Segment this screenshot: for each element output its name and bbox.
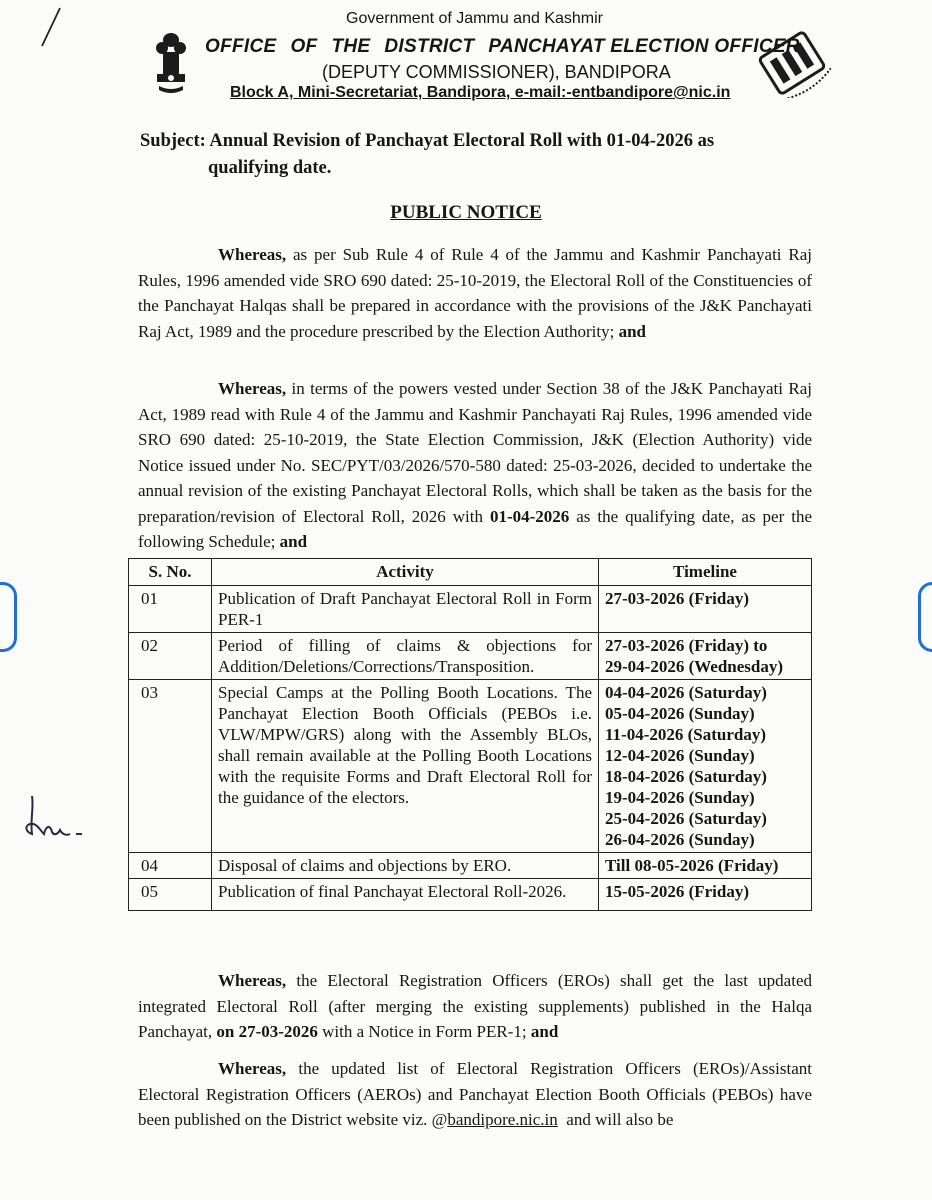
row-sno: 03 bbox=[129, 680, 212, 853]
row-sno: 05 bbox=[129, 879, 212, 911]
district-website-link[interactable]: bandipore.nic.in bbox=[447, 1110, 558, 1129]
paragraph-tail: and bbox=[614, 321, 647, 341]
paragraph-body-2: as the qualifying date, as per the following Schedule; bbox=[138, 506, 812, 551]
office-word: THE bbox=[331, 36, 371, 57]
office-word: DISTRICT bbox=[384, 36, 475, 57]
timeline-entry: 29-04-2026 (Wednesday) bbox=[605, 657, 784, 676]
paragraph-2 bbox=[138, 376, 812, 555]
timeline-entry: 25-04-2026 (Saturday) bbox=[605, 809, 767, 828]
timeline-entry: 04-04-2026 (Saturday) bbox=[605, 683, 767, 702]
row-activity: Period of filling of claims & objections for Addition/Deletions/Corrections/Transposition. bbox=[212, 633, 599, 680]
paragraph-lead: Whereas, bbox=[218, 1059, 287, 1078]
paragraph-lead: Whereas, bbox=[218, 971, 287, 990]
row-timeline bbox=[599, 879, 812, 911]
paragraph-body: the updated list of Electoral Registration Officers (EROs)/Assistant Electoral Registration Officers (AEROs) and Panchayat Election Booth Officials (PEBOs) have been published on the District website viz. @ bbox=[138, 1059, 812, 1129]
row-activity: Publication of Draft Panchayat Electoral Roll in Form PER-1 bbox=[212, 586, 599, 633]
office-word: OF bbox=[290, 36, 318, 57]
paragraph-1 bbox=[138, 242, 812, 344]
timeline-entry: 27-03-2026 (Friday) to bbox=[605, 636, 768, 655]
row-timeline bbox=[599, 853, 812, 879]
table-row bbox=[129, 680, 812, 853]
paragraph-body-2: with a Notice in Form PER-1; bbox=[317, 1022, 527, 1041]
timeline-entry: 12-04-2026 (Sunday) bbox=[605, 746, 755, 765]
schedule-table bbox=[128, 558, 812, 911]
office-title bbox=[205, 36, 800, 58]
row-sno: 02 bbox=[129, 633, 212, 680]
paragraph-body: in terms of the powers vested under Section 38 of the J&K Panchayati Raj Act, 1989 read with Rule 4 of the Jammu and Kashmir Panchayati Raj Rules, 1996 amended vide SRO 690 dated: 25-10-2019, the State Election Commission, J&K (Election Authority) vide Notice issued under No. SEC/PYT/03/2026/570-580 dated: 25-03-2026, decided to undertake the annual revision of the existing Panchayat Electoral Rolls, which shall be taken as the basis for the preparation/revision of Electoral Roll, 2026 with bbox=[138, 379, 812, 526]
row-timeline bbox=[599, 633, 812, 680]
header-timeline: Timeline bbox=[599, 559, 812, 586]
row-activity: Special Camps at the Polling Booth Locations. The Panchayat Election Booth Officials (PEBOs i.e. VLW/MPW/GRS) along with the Assembly BLOs, shall remain available at the Polling Booth Locations with the requisite Forms and Draft Electoral Roll for the guidance of the electors. bbox=[212, 680, 599, 853]
subject-line-2: qualifying date. bbox=[208, 158, 332, 178]
paragraph-body-2: and will also be bbox=[557, 1110, 674, 1129]
row-timeline bbox=[599, 586, 812, 633]
subject-line-1: Annual Revision of Panchayat Electoral Roll with 01-04-2026 as bbox=[209, 131, 715, 151]
government-line: Government of Jammu and Kashmir bbox=[346, 10, 603, 27]
timeline-entry: 11-04-2026 (Saturday) bbox=[605, 725, 767, 744]
timeline-entry: 26-04-2026 (Sunday) bbox=[605, 830, 755, 849]
header-sno: S. No. bbox=[129, 559, 212, 586]
paragraph-body: as per Sub Rule 4 of Rule 4 of the Jammu and Kashmir Panchayati Raj Rules, 1996 amended vide SRO 690 dated: 25-10-2019, the Electoral Roll of the Constituencies of the Panchayat Halqas shall be prepared in accordance with the provisions of the J&K Panchayati Raj Act, 1989 and the procedure prescribed by the Election Authority; bbox=[138, 245, 812, 341]
pen-slash-mark bbox=[38, 6, 64, 48]
qualifying-date: 01-04-2026 bbox=[489, 506, 570, 526]
timeline-entry: 15-05-2026 (Friday) bbox=[605, 882, 750, 901]
table-row bbox=[129, 586, 812, 633]
header-activity: Activity bbox=[212, 559, 599, 586]
timeline-entry: Till 08-05-2026 (Friday) bbox=[605, 856, 779, 875]
timeline-entry: 18-04-2026 (Saturday) bbox=[605, 767, 767, 786]
right-scan-bracket bbox=[918, 582, 932, 652]
row-sno: 04 bbox=[129, 853, 212, 879]
table-row bbox=[129, 879, 812, 911]
row-activity: Publication of final Panchayat Electoral Roll-2026. bbox=[212, 879, 599, 911]
publication-date: on 27-03-2026 bbox=[212, 1022, 318, 1041]
paragraph-tail: and bbox=[526, 1022, 559, 1041]
subject-label: Subject: bbox=[140, 131, 206, 151]
department-line: (DEPUTY COMMISSIONER), BANDIPORA bbox=[322, 62, 671, 82]
paragraph-3 bbox=[138, 968, 812, 1045]
paragraph-body: the Electoral Registration Officers (EROs) shall get the last updated integrated Electoral Roll (after merging the existing supplements) published in the Halqa Panchayat, bbox=[138, 971, 812, 1041]
row-timeline bbox=[599, 680, 812, 853]
row-activity: Disposal of claims and objections by ERO. bbox=[212, 853, 599, 879]
left-scan-bracket bbox=[0, 582, 17, 652]
paragraph-lead: Whereas, bbox=[218, 379, 287, 398]
timeline-entry: 27-03-2026 (Friday) bbox=[605, 589, 750, 608]
table-row bbox=[129, 853, 812, 879]
paragraph-lead: Whereas, bbox=[218, 245, 287, 264]
table-header-row bbox=[129, 559, 812, 586]
timeline-entry: 05-04-2026 (Sunday) bbox=[605, 704, 755, 723]
subject-block bbox=[140, 128, 714, 182]
row-sno: 01 bbox=[129, 586, 212, 633]
timeline-entry: 19-04-2026 (Sunday) bbox=[605, 788, 755, 807]
office-word: PANCHAYAT ELECTION OFFICER bbox=[488, 36, 800, 57]
notice-title: PUBLIC NOTICE bbox=[390, 202, 542, 223]
paragraph-4 bbox=[138, 1056, 812, 1133]
handwritten-signature bbox=[22, 790, 92, 846]
state-emblem-icon bbox=[150, 30, 192, 94]
paragraph-tail: and bbox=[275, 532, 308, 551]
table-row bbox=[129, 633, 812, 680]
office-word: OFFICE bbox=[205, 36, 277, 57]
address-line: Block A, Mini-Secretariat, Bandipora, e-mail:-entbandipore@nic.in bbox=[230, 84, 731, 101]
